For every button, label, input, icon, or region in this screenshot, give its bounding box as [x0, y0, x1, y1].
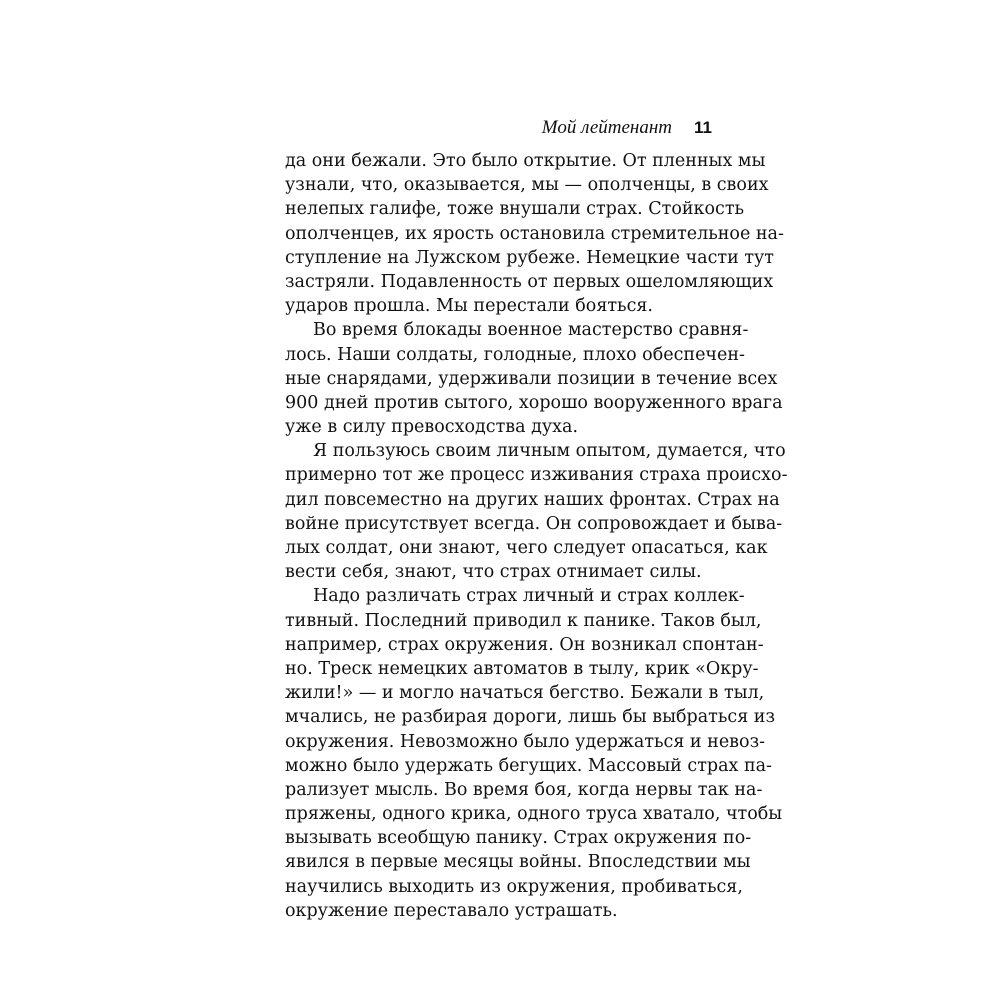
running-header	[285, 115, 712, 141]
text-line: ступление на Лужском рубеже. Немецкие части тут	[285, 247, 774, 268]
paragraph	[285, 439, 788, 584]
text-line: дил повсеместно на других наших фронтах. Страх на	[285, 489, 780, 510]
text-line: можно было удержать бегущих. Массовый страх па-	[285, 755, 772, 776]
paragraph	[285, 584, 783, 923]
body-text	[285, 149, 788, 923]
text-line: окружения. Невозможно было удержаться и невоз-	[285, 731, 766, 752]
text-line: лых солдат, они знают, чего следует опасаться, как	[285, 538, 768, 558]
text-line: войне присутствует всегда. Он сопровождает и быва-	[285, 513, 783, 534]
text-line: научились выходить из окружения, пробиваться,	[285, 876, 743, 897]
paragraph	[285, 149, 784, 318]
paragraph	[285, 318, 783, 439]
text-line: но. Треск немецких автоматов в тылу, крик «Окру-	[285, 658, 759, 679]
text-line: ные снарядами, удерживали позиции в течение всех	[285, 368, 778, 389]
text-line: вести себя, знают, что страх отнимает силы.	[285, 562, 702, 583]
text-line: тивный. Последний приводил к панике. Таков был,	[285, 610, 762, 631]
text-line: Надо различать страх личный и страх коллек-	[313, 586, 745, 607]
text-line: застряли. Подавленность от первых ошеломляющих	[285, 271, 774, 292]
running-title: Мой лейтенант	[541, 117, 672, 138]
text-line: жили!» — и могло начаться бегство. Бежали в тыл,	[285, 683, 765, 704]
text-line: узнали, что, оказывается, мы — ополченцы, в своих	[285, 175, 769, 196]
text-line: Во время блокады военное мастерство сравня-	[313, 320, 749, 341]
text-line: нелепых галифе, тоже внушали страх. Стойкость	[285, 199, 745, 220]
page-number: 11	[694, 118, 712, 137]
text-line: уже в силу превосходства духа.	[285, 417, 579, 438]
text-line: 900 дней против сытого, хорошо вооруженного врага	[285, 392, 783, 413]
text-line: рализует мысль. Во время боя, когда нервы так на-	[285, 779, 763, 800]
text-line: Я пользуюсь своим личным опытом, думается, что	[313, 441, 786, 462]
text-line: да они бежали. Это было открытие. От пленных мы	[285, 151, 766, 171]
text-line: пряжены, одного крика, одного труса хватало, чтобы	[285, 804, 783, 825]
text-line: ударов прошла. Мы перестали бояться.	[285, 296, 653, 317]
text-line: лось. Наши солдаты, голодные, плохо обеспечен-	[285, 344, 745, 365]
text-line: окружение переставало устрашать.	[285, 900, 618, 921]
text-line: например, страх окружения. Он возникал спонтан-	[285, 634, 764, 655]
text-line: явился в первые месяцы войны. Впоследствии мы	[285, 852, 751, 873]
text-line: примерно тот же процесс изживания страха происхо-	[285, 465, 788, 486]
text-line: мчались, не разбирая дороги, лишь бы выбраться из	[285, 707, 775, 728]
text-line: вызывать всеобщую панику. Страх окружения по-	[285, 828, 752, 849]
text-line: ополченцев, их ярость остановила стремительное на-	[285, 223, 784, 244]
